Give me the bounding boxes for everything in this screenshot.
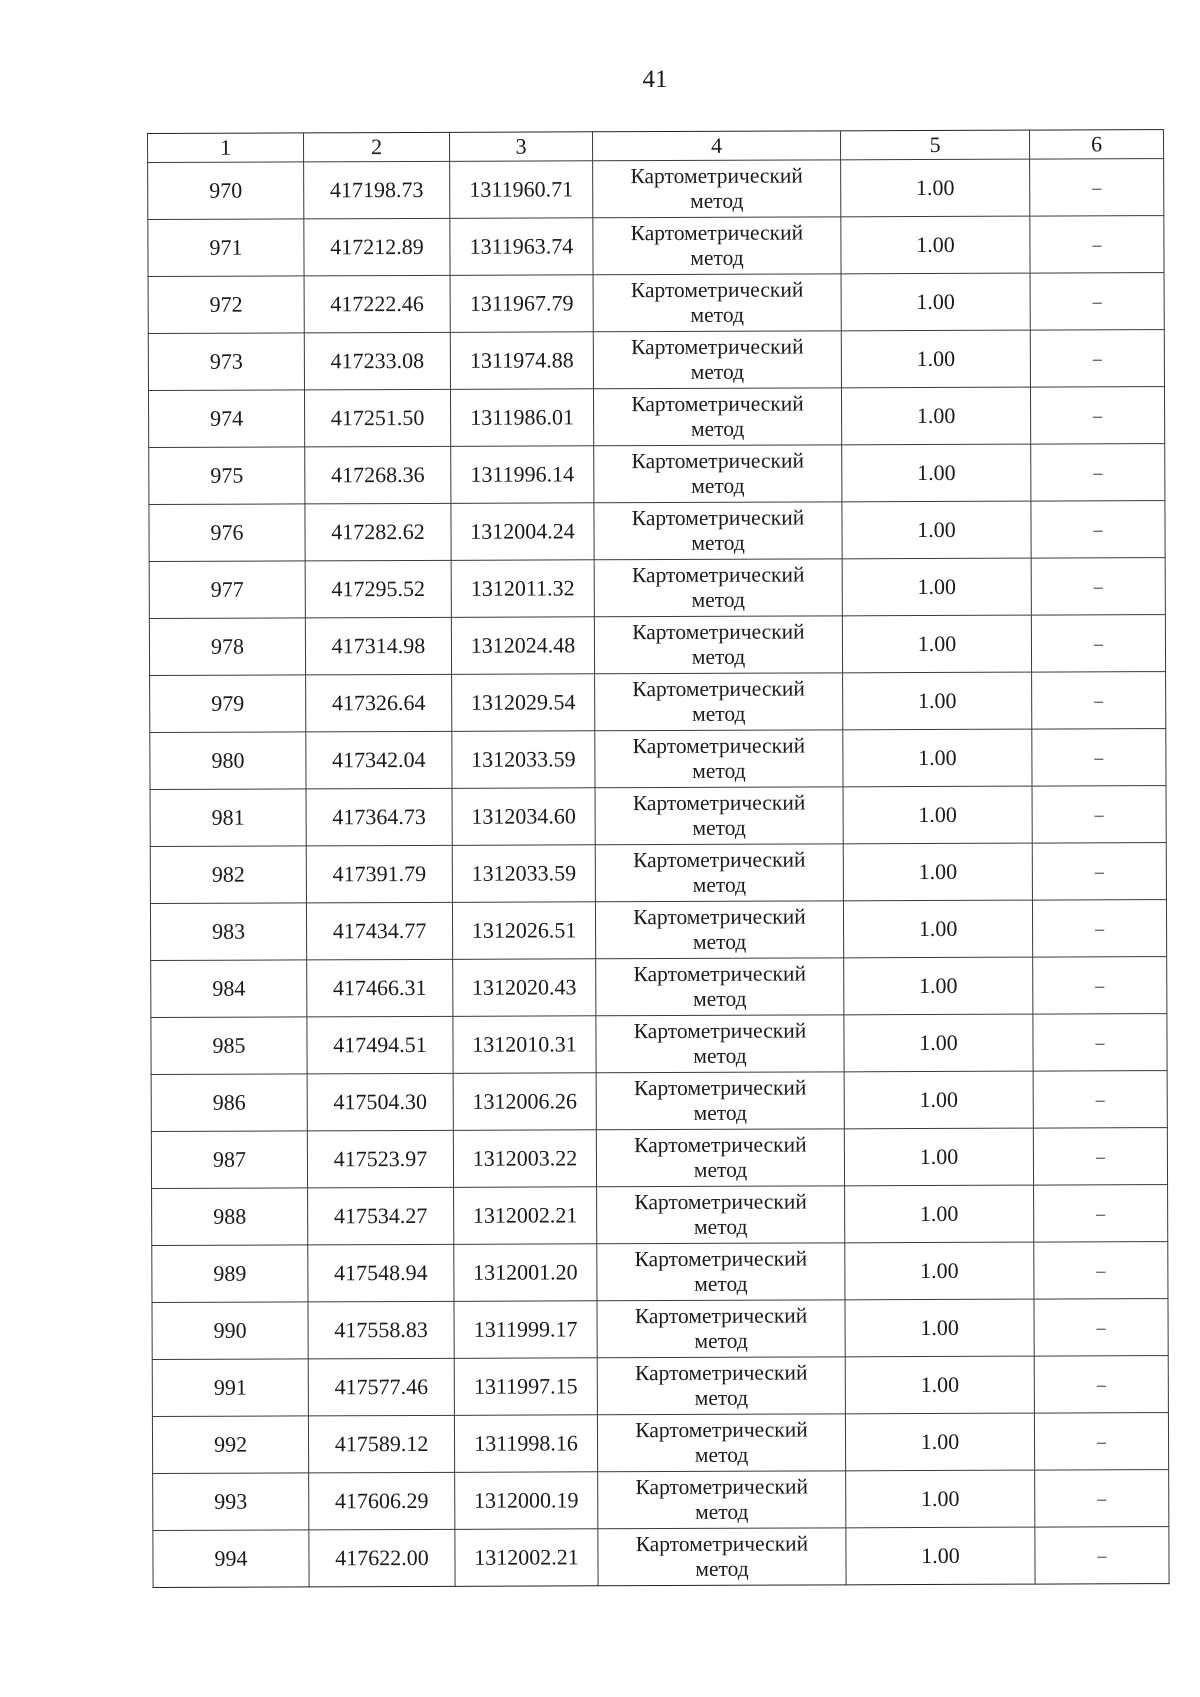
method-line-1: Картометрический <box>631 391 804 417</box>
y-coordinate-cell: 1311986.01 <box>450 389 593 447</box>
accuracy-cell: 1.00 <box>843 843 1032 901</box>
x-coordinate-cell: 417198.73 <box>304 161 450 219</box>
method-line-2: метод <box>690 302 744 327</box>
method-line-2: метод <box>693 1043 747 1068</box>
point-number-cell: 978 <box>149 618 305 676</box>
page-number: 41 <box>642 66 668 93</box>
method-line-2: метод <box>694 1328 748 1353</box>
point-number-cell: 991 <box>152 1359 308 1417</box>
note-cell: – <box>1032 672 1166 730</box>
x-coordinate-cell: 417314.98 <box>305 617 451 675</box>
method-cell <box>596 1072 844 1130</box>
column-header-4: 4 <box>592 131 840 161</box>
table-row <box>149 444 1165 505</box>
table-header <box>148 130 1164 163</box>
note-cell: – <box>1033 1071 1167 1129</box>
x-coordinate-cell: 417504.30 <box>307 1073 453 1131</box>
y-coordinate-cell: 1312004.24 <box>451 503 594 561</box>
method-line-2: метод <box>693 1214 748 1239</box>
method-line-1: Картометрический <box>635 1474 808 1500</box>
column-header-6: 6 <box>1029 130 1163 160</box>
method-line-2: метод <box>694 1442 749 1467</box>
y-coordinate-cell: 1312024.48 <box>451 617 594 675</box>
method-cell <box>594 616 842 674</box>
point-number-cell: 985 <box>151 1017 307 1075</box>
y-coordinate-cell: 1311974.88 <box>450 332 593 390</box>
method-cell <box>595 901 843 959</box>
method-line-1: Картометрический <box>630 277 804 303</box>
table-row <box>149 501 1165 562</box>
method-line-1: Картометрический <box>631 505 805 531</box>
method-cell <box>598 1471 846 1529</box>
method-cell <box>597 1186 845 1244</box>
table-row <box>152 1242 1168 1303</box>
y-coordinate-cell: 1312034.60 <box>452 788 595 846</box>
accuracy-cell: 1.00 <box>845 1185 1034 1243</box>
method-line-2: метод <box>690 245 744 270</box>
note-cell: – <box>1030 387 1164 445</box>
point-number-cell: 982 <box>150 846 306 904</box>
note-cell: – <box>1034 1413 1168 1471</box>
method-line-2: метод <box>691 473 745 498</box>
point-number-cell: 986 <box>151 1074 307 1132</box>
method-cell <box>596 1129 844 1187</box>
y-coordinate-cell: 1311960.71 <box>450 161 593 219</box>
method-cell <box>597 1414 845 1472</box>
table-row <box>148 273 1164 334</box>
x-coordinate-cell: 417494.51 <box>307 1016 453 1074</box>
method-cell <box>595 730 843 788</box>
x-coordinate-cell: 417391.79 <box>306 845 452 903</box>
point-number-cell: 988 <box>152 1188 308 1246</box>
y-coordinate-cell: 1311999.17 <box>454 1301 597 1359</box>
table-row <box>150 672 1166 733</box>
x-coordinate-cell: 417212.89 <box>304 218 450 276</box>
method-line-1: Картометрический <box>634 1189 807 1215</box>
table-row <box>151 1014 1167 1075</box>
y-coordinate-cell: 1311963.74 <box>450 218 593 276</box>
note-cell: – <box>1033 1014 1167 1072</box>
table-row <box>149 615 1165 676</box>
column-header-5: 5 <box>840 130 1029 160</box>
x-coordinate-cell: 417548.94 <box>308 1244 454 1302</box>
accuracy-cell: 1.00 <box>842 615 1031 673</box>
method-cell <box>598 1528 846 1586</box>
accuracy-cell: 1.00 <box>845 1413 1034 1471</box>
note-cell: – <box>1031 501 1165 559</box>
method-cell <box>597 1300 845 1358</box>
coordinates-table-container <box>147 129 1169 1588</box>
method-cell <box>593 331 841 389</box>
method-line-1: Картометрический <box>633 1018 807 1044</box>
method-cell <box>596 958 844 1016</box>
method-line-2: метод <box>692 701 746 726</box>
x-coordinate-cell: 417558.83 <box>308 1301 454 1359</box>
point-number-cell: 973 <box>148 333 304 391</box>
method-line-1: Картометрический <box>633 961 807 987</box>
y-coordinate-cell: 1312003.22 <box>453 1130 596 1188</box>
x-coordinate-cell: 417589.12 <box>308 1415 454 1473</box>
y-coordinate-cell: 1311998.16 <box>454 1415 597 1473</box>
method-line-1: Картометрический <box>631 562 805 588</box>
x-coordinate-cell: 417251.50 <box>304 389 450 447</box>
table-row <box>148 159 1164 220</box>
method-line-2: метод <box>690 359 745 384</box>
method-line-2: метод <box>695 1556 749 1581</box>
method-line-1: Картометрический <box>631 334 804 360</box>
note-cell: – <box>1031 615 1165 673</box>
x-coordinate-cell: 417222.46 <box>304 275 450 333</box>
table-row <box>152 1356 1168 1417</box>
note-cell: – <box>1030 159 1164 217</box>
x-coordinate-cell: 417466.31 <box>307 959 453 1017</box>
method-line-2: метод <box>693 1157 748 1182</box>
method-cell <box>593 217 841 275</box>
method-cell <box>597 1357 845 1415</box>
point-number-cell: 989 <box>152 1245 308 1303</box>
table-row <box>151 1128 1167 1189</box>
y-coordinate-cell: 1312033.59 <box>452 845 595 903</box>
table-row <box>152 1299 1168 1360</box>
method-line-1: Картометрический <box>632 790 806 816</box>
table-row <box>150 843 1166 904</box>
x-coordinate-cell: 417326.64 <box>306 674 452 732</box>
note-cell: – <box>1034 1242 1168 1300</box>
method-line-2: метод <box>692 815 746 840</box>
accuracy-cell: 1.00 <box>841 273 1030 331</box>
x-coordinate-cell: 417268.36 <box>305 446 451 504</box>
method-cell <box>595 673 843 731</box>
x-coordinate-cell: 417523.97 <box>307 1130 453 1188</box>
method-line-2: метод <box>693 986 747 1011</box>
accuracy-cell: 1.00 <box>841 159 1030 217</box>
accuracy-cell: 1.00 <box>841 216 1030 274</box>
y-coordinate-cell: 1312020.43 <box>453 959 596 1017</box>
x-coordinate-cell: 417295.52 <box>305 560 451 618</box>
table-row <box>148 387 1164 448</box>
accuracy-cell: 1.00 <box>841 330 1030 388</box>
x-coordinate-cell: 417282.62 <box>305 503 451 561</box>
y-coordinate-cell: 1312001.20 <box>454 1244 597 1302</box>
y-coordinate-cell: 1312029.54 <box>452 674 595 732</box>
method-line-1: Картометрический <box>635 1531 809 1557</box>
note-cell: – <box>1034 1356 1168 1414</box>
table-row <box>152 1185 1168 1246</box>
accuracy-cell: 1.00 <box>845 1242 1034 1300</box>
accuracy-cell: 1.00 <box>842 444 1031 502</box>
note-cell: – <box>1035 1470 1169 1528</box>
accuracy-cell: 1.00 <box>841 387 1030 445</box>
table-row <box>150 729 1166 790</box>
point-number-cell: 977 <box>149 561 305 619</box>
table-row <box>148 330 1164 391</box>
method-line-2: метод <box>691 530 745 555</box>
note-cell: – <box>1033 1128 1167 1186</box>
y-coordinate-cell: 1312002.21 <box>454 1187 597 1245</box>
column-header-3: 3 <box>449 132 592 162</box>
accuracy-cell: 1.00 <box>843 900 1032 958</box>
note-cell: – <box>1031 558 1165 616</box>
table-row <box>148 216 1164 277</box>
point-number-cell: 990 <box>152 1302 308 1360</box>
method-line-2: метод <box>694 1271 748 1296</box>
method-line-1: Картометрический <box>633 1075 807 1101</box>
accuracy-cell: 1.00 <box>846 1470 1035 1528</box>
table-row <box>153 1527 1169 1588</box>
x-coordinate-cell: 417534.27 <box>308 1187 454 1245</box>
x-coordinate-cell: 417577.46 <box>308 1358 454 1416</box>
method-cell <box>594 502 842 560</box>
point-number-cell: 980 <box>150 732 306 790</box>
column-header-2: 2 <box>304 132 450 162</box>
table-row <box>151 1071 1167 1132</box>
note-cell: – <box>1030 273 1164 331</box>
point-number-cell: 984 <box>151 960 307 1018</box>
method-line-1: Картометрический <box>634 1246 808 1272</box>
x-coordinate-cell: 417434.77 <box>306 902 452 960</box>
method-line-2: метод <box>690 416 745 441</box>
y-coordinate-cell: 1311967.79 <box>450 275 593 333</box>
point-number-cell: 981 <box>150 789 306 847</box>
note-cell: – <box>1034 1185 1168 1243</box>
accuracy-cell: 1.00 <box>842 558 1031 616</box>
note-cell: – <box>1031 444 1165 502</box>
accuracy-cell: 1.00 <box>843 786 1032 844</box>
method-line-1: Картометрический <box>632 847 806 873</box>
method-line-2: метод <box>695 1499 749 1524</box>
accuracy-cell: 1.00 <box>845 1299 1034 1357</box>
point-number-cell: 992 <box>152 1416 308 1474</box>
point-number-cell: 994 <box>153 1530 309 1588</box>
y-coordinate-cell: 1312033.59 <box>452 731 595 789</box>
x-coordinate-cell: 417233.08 <box>304 332 450 390</box>
method-cell <box>593 274 841 332</box>
method-line-1: Картометрический <box>630 220 804 246</box>
method-cell <box>596 1015 844 1073</box>
note-cell: – <box>1032 729 1166 787</box>
accuracy-cell: 1.00 <box>842 501 1031 559</box>
method-line-2: метод <box>692 929 747 954</box>
note-cell: – <box>1032 843 1166 901</box>
x-coordinate-cell: 417606.29 <box>309 1472 455 1530</box>
accuracy-cell: 1.00 <box>844 1128 1033 1186</box>
accuracy-cell: 1.00 <box>845 1356 1034 1414</box>
accuracy-cell: 1.00 <box>843 672 1032 730</box>
method-line-1: Картометрический <box>632 676 805 702</box>
note-cell: – <box>1030 216 1164 274</box>
method-cell <box>593 160 841 218</box>
method-line-1: Картометрический <box>634 1360 808 1386</box>
method-cell <box>593 388 841 446</box>
y-coordinate-cell: 1311997.15 <box>454 1358 597 1416</box>
point-number-cell: 976 <box>149 504 305 562</box>
note-cell: – <box>1034 1299 1168 1357</box>
x-coordinate-cell: 417364.73 <box>306 788 452 846</box>
method-line-1: Картометрический <box>632 733 806 759</box>
y-coordinate-cell: 1312006.26 <box>453 1073 596 1131</box>
x-coordinate-cell: 417342.04 <box>306 731 452 789</box>
x-coordinate-cell: 417622.00 <box>309 1529 455 1587</box>
method-cell <box>595 844 843 902</box>
method-line-2: метод <box>691 644 746 669</box>
method-line-1: Картометрический <box>630 163 803 189</box>
accuracy-cell: 1.00 <box>844 957 1033 1015</box>
note-cell: – <box>1032 786 1166 844</box>
method-cell <box>595 787 843 845</box>
table-row <box>153 1470 1169 1531</box>
point-number-cell: 970 <box>148 162 304 220</box>
y-coordinate-cell: 1311996.14 <box>451 446 594 504</box>
method-line-1: Картометрический <box>634 1132 807 1158</box>
coordinates-table <box>147 129 1170 1588</box>
method-line-1: Картометрический <box>633 904 806 930</box>
y-coordinate-cell: 1312026.51 <box>452 902 595 960</box>
point-number-cell: 987 <box>151 1131 307 1189</box>
note-cell: – <box>1033 957 1167 1015</box>
column-header-1: 1 <box>148 133 304 163</box>
method-line-2: метод <box>694 1385 749 1410</box>
y-coordinate-cell: 1312000.19 <box>455 1472 598 1530</box>
method-cell <box>594 559 842 617</box>
method-line-1: Картометрический <box>631 448 805 474</box>
table-row <box>150 786 1166 847</box>
header-row <box>148 130 1164 163</box>
accuracy-cell: 1.00 <box>844 1014 1033 1072</box>
method-line-2: метод <box>690 188 744 213</box>
point-number-cell: 974 <box>148 390 304 448</box>
accuracy-cell: 1.00 <box>843 729 1032 787</box>
note-cell: – <box>1030 330 1164 388</box>
note-cell: – <box>1032 900 1166 958</box>
y-coordinate-cell: 1312002.21 <box>455 1529 598 1587</box>
method-line-1: Картометрический <box>635 1417 808 1443</box>
table-row <box>151 957 1167 1018</box>
point-number-cell: 983 <box>150 903 306 961</box>
y-coordinate-cell: 1312011.32 <box>451 560 594 618</box>
point-number-cell: 972 <box>148 276 304 334</box>
note-cell: – <box>1035 1527 1169 1585</box>
accuracy-cell: 1.00 <box>846 1527 1035 1585</box>
method-line-2: метод <box>692 758 746 783</box>
method-line-2: метод <box>692 872 747 897</box>
table-body <box>148 159 1169 1588</box>
method-line-1: Картометрический <box>632 619 805 645</box>
table-row <box>149 558 1165 619</box>
method-line-2: метод <box>693 1100 747 1125</box>
y-coordinate-cell: 1312010.31 <box>453 1016 596 1074</box>
method-line-2: метод <box>691 587 746 612</box>
method-cell <box>597 1243 845 1301</box>
table-row <box>150 900 1166 961</box>
point-number-cell: 993 <box>153 1473 309 1531</box>
point-number-cell: 979 <box>150 675 306 733</box>
accuracy-cell: 1.00 <box>844 1071 1033 1129</box>
method-cell <box>594 445 842 503</box>
table-row <box>152 1413 1168 1474</box>
method-line-1: Картометрический <box>634 1303 808 1329</box>
point-number-cell: 975 <box>149 447 305 505</box>
point-number-cell: 971 <box>148 219 304 277</box>
